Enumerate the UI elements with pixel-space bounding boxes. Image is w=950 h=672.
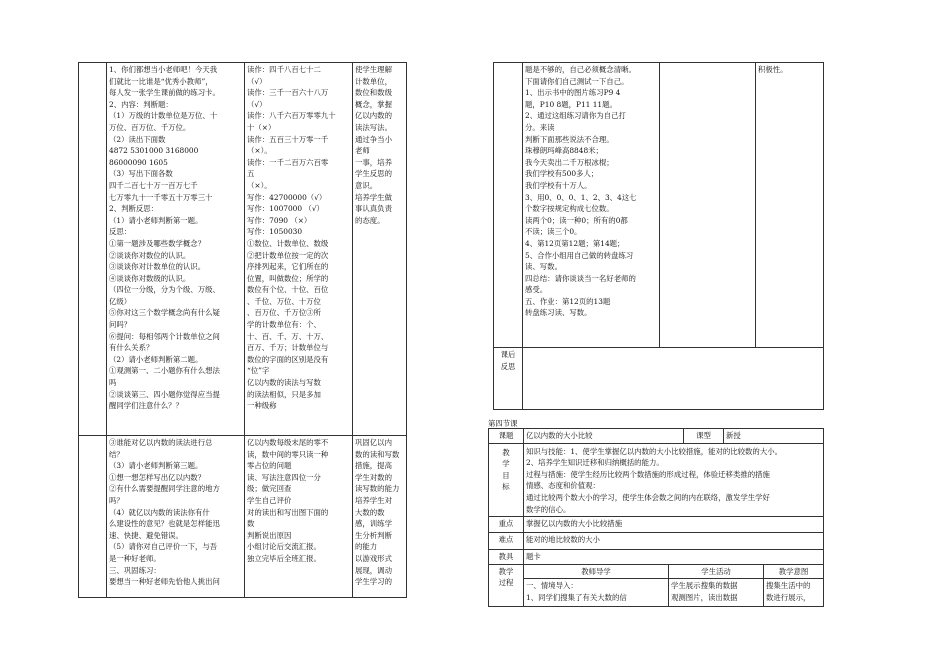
table-row: [494, 63, 824, 348]
row-label-cell: [79, 436, 107, 598]
student-activity-cell: 学生展示搜集的数据 观测图片，读出数据: [669, 579, 764, 607]
goals-label: 教 学 目 标: [489, 443, 524, 517]
right-continuation-table: [493, 62, 824, 410]
teacher-guide-header: 教师导学: [524, 564, 669, 579]
row-label-cell: [494, 63, 523, 348]
table-row: [79, 63, 407, 436]
student-activity-header: 学生活动: [669, 564, 764, 579]
table-row: [489, 564, 824, 579]
table-row: [489, 533, 824, 550]
teacher-guide-cell: 题是不够的，自己必须概念清晰。 下面请你们自己测试一下自己。 1、出示书中的图片练习P9 4 题，P10 8题，P11 11题。 2、通过这组练习请你为自己打 分。来读 判断下面那些说法不合理。 珠穆朗玛峰高8848米； 我今天卖出二千万根冰棍； 我们学校有500多人； 我们学校有十万人。 3、用0、0、0、1、2、3、4这七 个数字按规定构成七位数。 读两个0；读一种0；所有的0都 不读；读三个0。 4、第12页第12题；第14题； 5、合作小组用自己做的转盘练习 读、写数。 四总结：请你谈谈当一名好老师的 感受。 五、作业：第12页的13题 转盘练习读、写数。: [523, 63, 660, 348]
design-intent-cell: 积极性。: [756, 63, 824, 348]
after-class-reflection-cell: [523, 348, 824, 410]
process-label: 教学 过程: [489, 564, 524, 607]
key-point-label: 重点: [489, 517, 524, 533]
table-row: [494, 348, 824, 410]
design-intent-header: 教学意图: [764, 564, 824, 579]
design-intent-cell: 使学生理解 计数单位， 数位和数级 概念，掌握 亿以内数的 读法写法。 通过争当小 老师 一事，培养 学生反思的 意识。 培养学生做 事认真负责 的态度。: [353, 63, 407, 436]
left-lesson-table: [78, 62, 407, 598]
table-row: [489, 550, 824, 565]
after-class-reflection-label: 课后 反思: [494, 348, 523, 410]
design-intent-cell: 搜集生活中的 数进行展示，: [764, 579, 824, 607]
lesson-plan-table: [488, 428, 824, 607]
row-label-cell: [79, 63, 107, 436]
key-point-value: 掌握亿以内数的大小比较措施: [524, 517, 824, 533]
teaching-aids-label: 教具: [489, 550, 524, 565]
difficulty-label: 难点: [489, 533, 524, 550]
student-activity-cell: 读作：四千八百七十二 （√） 读作：三千一百六十八万 （√） 读作：八千六百万零零九十 十（×） 读作：五百三十万零一千 （×）。 读作：一千二百万六百零 五 （×）。 写作：42700000（√） 写作：1007000 （√） 写作：7090 （×） 写作：1050030 ①数位、计数单位、数级 ②把计数单位按一定的次 序排列起来，它们所在的 位置，叫做数位；所学的 数位有个位、十位、百位 、千位、万位、十万位 、百万位、千万位③所 学的计数单位有：个、 十、百、千、万、十万、 百万、千万；计数单位与 数位的字面的区别是没有 “位”字 亿以内数的读法与写数 的读法相似，只是多加 一种级称: [245, 63, 353, 436]
table-row: [489, 517, 824, 533]
type-value: 新授: [724, 429, 824, 444]
section-title: 第四节课: [488, 419, 518, 428]
type-label: 课型: [684, 429, 724, 444]
teacher-guide-cell: 一、情境导入： 1、同学们搜集了有关大数的信: [524, 579, 669, 607]
design-intent-cell: 巩固亿以内 数的读和写数 措施，提高 学生对数的 读写数的能力 培养学生对 大数的数 感，训练学 生分析判断 的能力 以游戏形式 展现，调动 学生学习的: [353, 436, 407, 598]
student-activity-cell: 亿以内数每级末尾的零不 读，数中间的零只读一种 零占位的问题 读、写法注意四位一分 级；做完回查 学生自己评价 对的读出和写出图下面的 数 判断说出原因 小组讨论后交流汇报。 独立完毕后全班汇报。: [245, 436, 353, 598]
student-activity-cell: [660, 63, 756, 348]
topic-value: 亿以内数的大小比较: [524, 429, 684, 444]
teacher-guide-cell: ③谁能对亿以内数的读法进行总 结？ （3）请小老师判断第三题。 ①想一想怎样写出亿以内数？ ②有什么需要提醒同学注意的地方 吗？ （4）就亿以内数的读法你有什 么建设性的意见？也就是怎样能迅 速、快捷、避免错误。 （5）请你对自己评价一下，与吾 是一种好老师。 三、巩固练习： 要想当一种好老师先恰他人挑出问: [107, 436, 245, 598]
table-row: [489, 429, 824, 444]
goals-value: 知识与技能：1、使学生掌握亿以内数的大小比较措施，能对的比较数的大小。 2、培养学生知识迁移和归纳概括的能力。 过程与措施：使学生经历比较两个数措施的形成过程，体验迁移类推的措施 情感、态度和价值观： 通过比较两个数大小的学习，使学生体会数之间的内在联络，激发学生学好 数学的信心。: [524, 443, 824, 517]
difficulty-value: 能对的地比较数的大小: [524, 533, 824, 550]
table-row: [489, 443, 824, 517]
teacher-guide-cell: 1、你们都想当小老师吧！今天我 们就比一比谁是“优秀小教师”， 每人发一张学生课前做的练习卡。 2、内容：判断题： （1）万级的计数单位是万位、十 万位、百万位、千万位。 （2）读出下面数 4872 5301000 3168000 86000090 1605 （3）写出下面各数 四千二百七十万一百万七千 七万零九十一千零五十万零三十 2、判断反思： （1）请小老师判断第一题。 反思： ①第一题涉及哪些数学概念？ ②谈谈你对数位的认识。 ③谈谈你对计数单位的认识。 ④谈谈你对数级的认识。 （四位一分级，分为个级、万级、 亿级） ⑤你对这三个数学概念尚有什么疑 问吗？ ⑥提问：每相邻两个计数单位之间 有什么关系？ （2）请小老师判断第二题。 ①观测第一、二小题你有什么想法 吗 ②谈谈第三、四小题你觉得应当提 醒同学们注意什么？？: [107, 63, 245, 436]
table-row: [489, 579, 824, 607]
table-row: [79, 436, 407, 598]
teaching-aids-value: 题卡: [524, 550, 824, 565]
topic-label: 课题: [489, 429, 524, 444]
